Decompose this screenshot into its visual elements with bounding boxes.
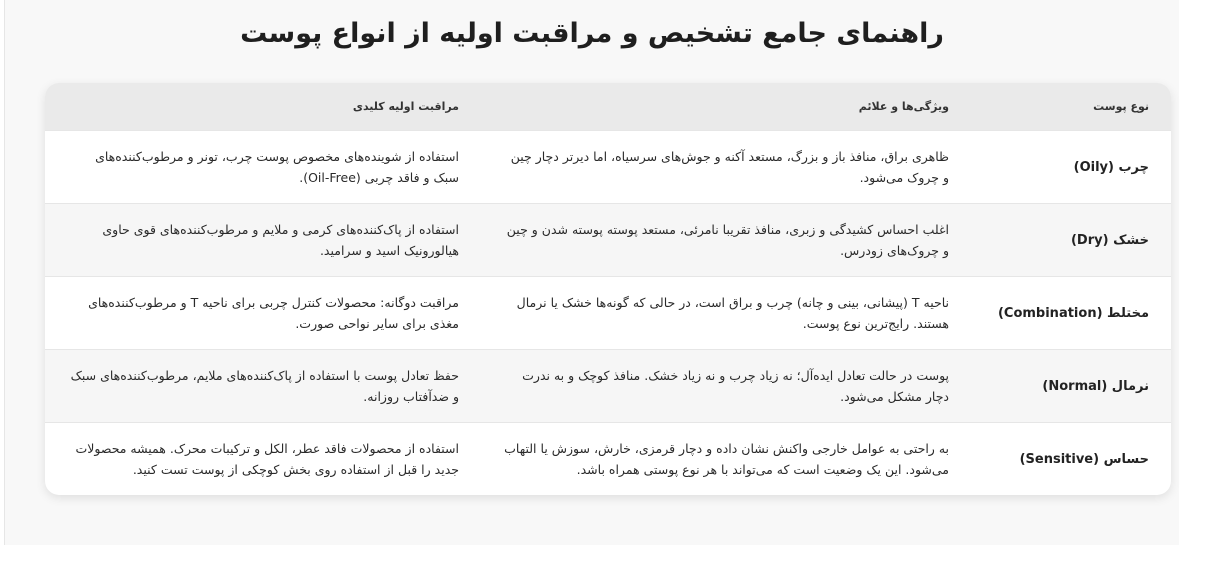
cell-skin-type: حساس (Sensitive) [971,423,1171,496]
cell-care: استفاده از پاک‌کننده‌های کرمی و ملایم و مرطوب‌کننده‌های قوی حاوی هیالورونیک اسید و سرامید. [45,204,481,277]
cell-features: ظاهری براق، منافذ باز و بزرگ، مستعد آکنه و جوش‌های سرسیاه، اما دیرتر دچار چین و چروک می‌شود. [481,131,971,204]
header-skin-type: نوع پوست [971,83,1171,131]
table-row [45,204,1171,277]
table-row [45,423,1171,496]
cell-features: اغلب احساس کشیدگی و زبری، منافذ تقریبا نامرئی، مستعد پوسته پوسته شدن و چین و چروک‌های زودرس. [481,204,971,277]
cell-features: پوست در حالت تعادل ایده‌آل؛ نه زیاد چرب و نه زیاد خشک. منافذ کوچک و به ندرت دچار مشکل می‌شود. [481,350,971,423]
skin-types-table [45,83,1171,495]
page-background [4,0,1179,545]
header-care: مراقبت اولیه کلیدی [45,83,481,131]
cell-skin-type: چرب (Oily) [971,131,1171,204]
header-features: ویژگی‌ها و علائم [481,83,971,131]
cell-skin-type: نرمال (Normal) [971,350,1171,423]
cell-features: به راحتی به عوامل خارجی واکنش نشان داده و دچار قرمزی، خارش، سوزش یا التهاب می‌شود. این یک وضعیت است که می‌تواند با هر نوع پوستی همراه باشد. [481,423,971,496]
page-title: راهنمای جامع تشخیص و مراقبت اولیه از انواع پوست [240,18,944,49]
table-row [45,131,1171,204]
cell-skin-type: خشک (Dry) [971,204,1171,277]
table-row [45,277,1171,350]
cell-care: حفظ تعادل پوست با استفاده از پاک‌کننده‌های ملایم، مرطوب‌کننده‌های سبک و ضدآفتاب روزانه. [45,350,481,423]
cell-care: مراقبت دوگانه: محصولات کنترل چربی برای ناحیه T و مرطوب‌کننده‌های مغذی برای سایر نواحی صورت. [45,277,481,350]
cell-care: استفاده از شوینده‌های مخصوص پوست چرب، تونر و مرطوب‌کننده‌های سبک و فاقد چربی (Oil-Free). [45,131,481,204]
cell-features: ناحیه T (پیشانی، بینی و چانه) چرب و براق است، در حالی که گونه‌ها خشک یا نرمال هستند. رایج‌ترین نوع پوست. [481,277,971,350]
cell-skin-type: مختلط (Combination) [971,277,1171,350]
table-header-row [45,83,1171,131]
cell-care: استفاده از محصولات فاقد عطر، الکل و ترکیبات محرک. همیشه محصولات جدید را قبل از استفاده روی بخش کوچکی از پوست تست کنید. [45,423,481,496]
skin-types-table-card [45,83,1171,495]
table-row [45,350,1171,423]
